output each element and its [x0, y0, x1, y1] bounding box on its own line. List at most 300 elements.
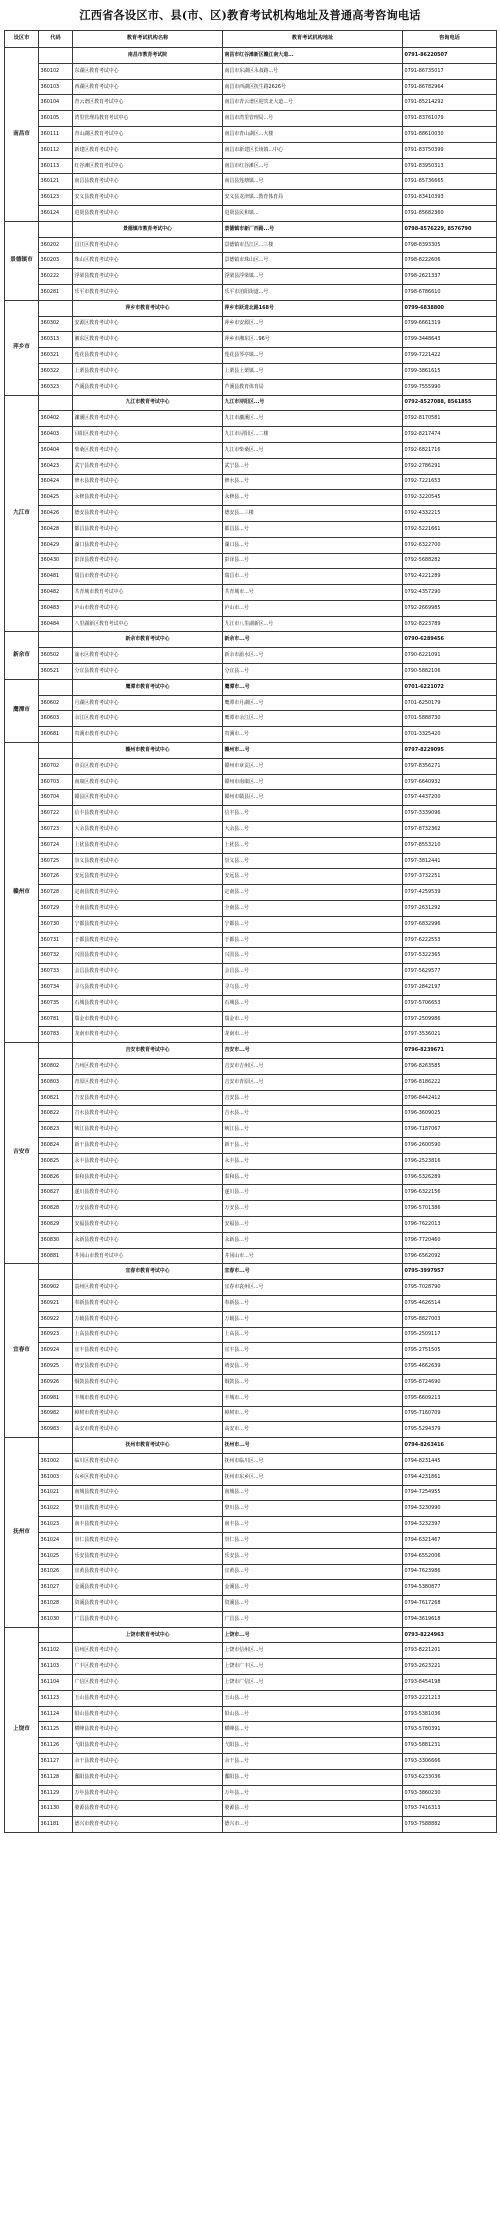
- name-cell: 赣州市教育考试中心: [73, 743, 223, 759]
- addr-cell: 共青城市...号: [223, 585, 403, 601]
- table-row: [5, 348, 497, 364]
- table-row: [5, 506, 497, 522]
- addr-cell: 峡江县...号: [223, 1122, 403, 1138]
- phone-cell: 0794-7254955: [403, 1485, 497, 1501]
- code-cell: 360781: [39, 1011, 73, 1027]
- name-cell: 新余市教育考试中心: [73, 632, 223, 648]
- addr-cell: 永修县...号: [223, 490, 403, 506]
- code-cell: 360121: [39, 174, 73, 190]
- code-cell: 360732: [39, 948, 73, 964]
- table-row: [5, 569, 497, 585]
- table-row: [5, 1722, 497, 1738]
- table-row: [5, 1580, 497, 1596]
- table-row: [5, 174, 497, 190]
- phone-cell: 0793-5881231: [403, 1738, 497, 1754]
- city-header-row: [5, 1627, 497, 1643]
- addr-cell: 萍乡市跃进北路168号: [223, 300, 403, 316]
- name-cell: 井冈山市教育考试中心: [73, 1248, 223, 1264]
- code-cell: 360102: [39, 63, 73, 79]
- code-cell: 360203: [39, 253, 73, 269]
- table-row: [5, 837, 497, 853]
- addr-cell: 鹰潭市月湖区...号: [223, 695, 403, 711]
- addr-cell: 吉安县...号: [223, 1090, 403, 1106]
- table-row: [5, 1311, 497, 1327]
- phone-cell: 0791-83750399: [403, 142, 497, 158]
- addr-cell: 乐平市洎阳街道...号: [223, 284, 403, 300]
- table-row: [5, 537, 497, 553]
- addr-cell: 石城县...号: [223, 995, 403, 1011]
- phone-cell: 0796-6322156: [403, 1185, 497, 1201]
- table-row: [5, 1659, 497, 1675]
- code-cell: 360921: [39, 1295, 73, 1311]
- table-row: [5, 1390, 497, 1406]
- code-cell: 360923: [39, 1327, 73, 1343]
- phone-cell: 0701-3325420: [403, 727, 497, 743]
- table-row: [5, 1216, 497, 1232]
- name-cell: 青云谱区教育考试中心: [73, 95, 223, 111]
- phone-cell: 0797-4437200: [403, 790, 497, 806]
- phone-cell: 0796-2600590: [403, 1137, 497, 1153]
- code-cell: 361129: [39, 1785, 73, 1801]
- city-header-row: [5, 1438, 497, 1454]
- addr-cell: 金溪县...号: [223, 1580, 403, 1596]
- addr-cell: 九江市浔阳区...号: [223, 395, 403, 411]
- code-cell: [39, 221, 73, 237]
- name-cell: 浮梁县教育考试中心: [73, 269, 223, 285]
- name-cell: 吉安市教育考试中心: [73, 1043, 223, 1059]
- table-row: [5, 363, 497, 379]
- addr-cell: 安远县...号: [223, 869, 403, 885]
- city-header-row: [5, 679, 497, 695]
- addr-cell: 景德镇市珠山区...号: [223, 253, 403, 269]
- table-row: [5, 980, 497, 996]
- phone-cell: 0793-8454198: [403, 1675, 497, 1691]
- name-cell: 共青城市教育考试中心: [73, 585, 223, 601]
- name-cell: 婺源县教育考试中心: [73, 1801, 223, 1817]
- addr-cell: 修水县...号: [223, 474, 403, 490]
- phone-cell: 0792-8527088, 8561855: [403, 395, 497, 411]
- name-cell: 抚州市教育考试中心: [73, 1438, 223, 1454]
- name-cell: 赣县区教育考试中心: [73, 790, 223, 806]
- addr-cell: 莲花县琴亭镇...号: [223, 348, 403, 364]
- name-cell: 金溪县教育考试中心: [73, 1580, 223, 1596]
- name-cell: 濂溪区教育考试中心: [73, 411, 223, 427]
- addr-cell: 萍乡市湘东区...96号: [223, 332, 403, 348]
- name-cell: 余干县教育考试中心: [73, 1754, 223, 1770]
- phone-cell: 0794-3232397: [403, 1517, 497, 1533]
- addr-cell: 吉水县...号: [223, 1106, 403, 1122]
- exam-office-directory-table: [4, 30, 497, 1833]
- code-cell: 361124: [39, 1706, 73, 1722]
- phone-cell: 0797-8356271: [403, 758, 497, 774]
- phone-cell: 0790-5882106: [403, 664, 497, 680]
- table-row: [5, 1343, 497, 1359]
- phone-cell: 0791-85214292: [403, 95, 497, 111]
- name-cell: 上饶市教育考试中心: [73, 1627, 223, 1643]
- phone-cell: 0791-83950313: [403, 158, 497, 174]
- name-cell: 庐山市教育考试中心: [73, 600, 223, 616]
- phone-cell: 0792-5688282: [403, 553, 497, 569]
- table-row: [5, 1153, 497, 1169]
- code-cell: 361104: [39, 1675, 73, 1691]
- code-cell: 360735: [39, 995, 73, 1011]
- phone-cell: 0797-5629577: [403, 964, 497, 980]
- city-cell: 新余市: [5, 632, 39, 679]
- addr-cell: 奉新县...号: [223, 1295, 403, 1311]
- phone-cell: 0792-2669985: [403, 600, 497, 616]
- name-cell: 东湖区教育考试中心: [73, 63, 223, 79]
- addr-cell: 横峰县...号: [223, 1722, 403, 1738]
- city-header-row: [5, 395, 497, 411]
- addr-cell: 南昌县莲塘镇...号: [223, 174, 403, 190]
- phone-cell: 0797-2631292: [403, 901, 497, 917]
- phone-cell: 0799-6661319: [403, 316, 497, 332]
- table-row: [5, 1422, 497, 1438]
- code-cell: [39, 679, 73, 695]
- name-cell: 吉州区教育考试中心: [73, 1059, 223, 1075]
- table-row: [5, 1785, 497, 1801]
- name-cell: 宜丰县教育考试中心: [73, 1343, 223, 1359]
- addr-cell: 泰和县...号: [223, 1169, 403, 1185]
- table-row: [5, 1074, 497, 1090]
- addr-cell: 南昌市红谷滩区...号: [223, 158, 403, 174]
- city-cell: 九江市: [5, 395, 39, 632]
- table-row: [5, 1643, 497, 1659]
- code-cell: 360484: [39, 616, 73, 632]
- phone-cell: 0794-7617268: [403, 1596, 497, 1612]
- phone-cell: 0793-7416313: [403, 1801, 497, 1817]
- table-row: [5, 1769, 497, 1785]
- phone-cell: 0793-5780391: [403, 1722, 497, 1738]
- code-cell: 360983: [39, 1422, 73, 1438]
- table-row: [5, 205, 497, 221]
- addr-cell: 资溪县...号: [223, 1596, 403, 1612]
- city-cell: 吉安市: [5, 1043, 39, 1264]
- phone-cell: 0792-7221653: [403, 474, 497, 490]
- code-cell: 360112: [39, 142, 73, 158]
- name-cell: 上犹县教育考试中心: [73, 837, 223, 853]
- phone-cell: 0796-7187067: [403, 1122, 497, 1138]
- code-cell: 360826: [39, 1169, 73, 1185]
- city-header-row: [5, 300, 497, 316]
- code-cell: 361028: [39, 1596, 73, 1612]
- table-row: [5, 948, 497, 964]
- name-cell: 安福县教育考试中心: [73, 1216, 223, 1232]
- city-header-row: [5, 48, 497, 64]
- name-cell: 新干县教育考试中心: [73, 1137, 223, 1153]
- table-row: [5, 1185, 497, 1201]
- phone-cell: 0795-6609213: [403, 1390, 497, 1406]
- table-row: [5, 616, 497, 632]
- phone-cell: 0799-3448643: [403, 332, 497, 348]
- phone-cell: 0797-6832996: [403, 916, 497, 932]
- phone-cell: 0796-3609025: [403, 1106, 497, 1122]
- name-cell: 南昌市教育考试院: [73, 48, 223, 64]
- table-row: [5, 806, 497, 822]
- name-cell: 大余县教育考试中心: [73, 822, 223, 838]
- code-cell: [39, 1264, 73, 1280]
- name-cell: 峡江县教育考试中心: [73, 1122, 223, 1138]
- table-row: [5, 1469, 497, 1485]
- code-cell: 360924: [39, 1343, 73, 1359]
- code-cell: [39, 1627, 73, 1643]
- name-cell: 九江市教育考试中心: [73, 395, 223, 411]
- name-cell: 遂川县教育考试中心: [73, 1185, 223, 1201]
- phone-cell: 0793-8224963: [403, 1627, 497, 1643]
- name-cell: 景德镇市教育考试中心: [73, 221, 223, 237]
- phone-cell: 0799-3861615: [403, 363, 497, 379]
- addr-cell: 万载县...号: [223, 1311, 403, 1327]
- name-cell: 都昌县教育考试中心: [73, 521, 223, 537]
- phone-cell: 0794-3230990: [403, 1501, 497, 1517]
- name-cell: 永修县教育考试中心: [73, 490, 223, 506]
- code-cell: 361103: [39, 1659, 73, 1675]
- addr-cell: 瑞昌市...号: [223, 569, 403, 585]
- name-cell: 横峰县教育考试中心: [73, 1722, 223, 1738]
- phone-cell: 0796-2523816: [403, 1153, 497, 1169]
- table-row: [5, 427, 497, 443]
- code-cell: 361024: [39, 1532, 73, 1548]
- phone-cell: 0795-3997957: [403, 1264, 497, 1280]
- addr-cell: 抚州市...号: [223, 1438, 403, 1454]
- table-row: [5, 237, 497, 253]
- name-cell: 月湖区教育考试中心: [73, 695, 223, 711]
- addr-cell: 南昌市青山湖区...大楼: [223, 126, 403, 142]
- table-row: [5, 458, 497, 474]
- phone-cell: 0795-2509117: [403, 1327, 497, 1343]
- phone-cell: 0797-2509986: [403, 1011, 497, 1027]
- table-header: [5, 31, 497, 48]
- addr-cell: 庐山市...号: [223, 600, 403, 616]
- phone-cell: 0794-8263416: [403, 1438, 497, 1454]
- addr-cell: 武宁县...号: [223, 458, 403, 474]
- phone-cell: 0795-5294379: [403, 1422, 497, 1438]
- phone-cell: 0792-5221661: [403, 521, 497, 537]
- phone-cell: 0701-6221072: [403, 679, 497, 695]
- phone-cell: 0791-88610030: [403, 126, 497, 142]
- phone-cell: 0794-3619618: [403, 1611, 497, 1627]
- phone-cell: 0797-3536021: [403, 1027, 497, 1043]
- code-cell: 360825: [39, 1153, 73, 1169]
- addr-cell: 高安市...号: [223, 1422, 403, 1438]
- code-cell: 360104: [39, 95, 73, 111]
- name-cell: 临川区教育考试中心: [73, 1453, 223, 1469]
- name-cell: 于都县教育考试中心: [73, 932, 223, 948]
- name-cell: 高安市教育考试中心: [73, 1422, 223, 1438]
- table-row: [5, 964, 497, 980]
- addr-cell: 九江市八里湖新区...号: [223, 616, 403, 632]
- code-cell: 360728: [39, 885, 73, 901]
- addr-cell: 赣州市...号: [223, 743, 403, 759]
- phone-cell: 0793-3860230: [403, 1785, 497, 1801]
- name-cell: 余江区教育考试中心: [73, 711, 223, 727]
- name-cell: 石城县教育考试中心: [73, 995, 223, 1011]
- phone-cell: 0796-7622013: [403, 1216, 497, 1232]
- table-row: [5, 1690, 497, 1706]
- addr-cell: 南昌市青云谱区迎宾北大道...号: [223, 95, 403, 111]
- table-row: [5, 1485, 497, 1501]
- addr-cell: 会昌县...号: [223, 964, 403, 980]
- code-cell: 360423: [39, 458, 73, 474]
- name-cell: 全南县教育考试中心: [73, 901, 223, 917]
- addr-cell: 新余市...号: [223, 632, 403, 648]
- name-cell: 鹰潭市教育考试中心: [73, 679, 223, 695]
- phone-cell: 0798-8576229, 8576790: [403, 221, 497, 237]
- code-cell: 360731: [39, 932, 73, 948]
- addr-cell: 抚州市东乡区...号: [223, 1469, 403, 1485]
- code-cell: 360404: [39, 442, 73, 458]
- code-cell: [39, 300, 73, 316]
- code-cell: 360521: [39, 664, 73, 680]
- addr-cell: 余干县...号: [223, 1754, 403, 1770]
- phone-cell: 0796-8263585: [403, 1059, 497, 1075]
- code-cell: 361102: [39, 1643, 73, 1659]
- name-cell: 芦溪县教育考试中心: [73, 379, 223, 395]
- code-cell: 360113: [39, 158, 73, 174]
- table-row: [5, 600, 497, 616]
- addr-cell: 湖口县...号: [223, 537, 403, 553]
- phone-cell: 0793-5381036: [403, 1706, 497, 1722]
- name-cell: 广丰区教育考试中心: [73, 1659, 223, 1675]
- name-cell: 乐平市教育考试中心: [73, 284, 223, 300]
- addr-cell: 井冈山市...号: [223, 1248, 403, 1264]
- phone-cell: 0797-3339096: [403, 806, 497, 822]
- phone-cell: 0795-8827003: [403, 1311, 497, 1327]
- name-cell: 昌江区教育考试中心: [73, 237, 223, 253]
- table-row: [5, 648, 497, 664]
- phone-cell: 0797-2842197: [403, 980, 497, 996]
- addr-cell: 黎川县...号: [223, 1501, 403, 1517]
- addr-cell: 南昌市红谷滩新区赣江南大道...: [223, 48, 403, 64]
- table-row: [5, 1564, 497, 1580]
- code-cell: [39, 632, 73, 648]
- phone-cell: 0795-7160709: [403, 1406, 497, 1422]
- addr-cell: 大余县...号: [223, 822, 403, 838]
- name-cell: 泰和县教育考试中心: [73, 1169, 223, 1185]
- phone-cell: 0794-7623986: [403, 1564, 497, 1580]
- addr-cell: 进贤县民和镇...: [223, 205, 403, 221]
- code-cell: 361128: [39, 1769, 73, 1785]
- table-row: [5, 1406, 497, 1422]
- city-cell: 赣州市: [5, 743, 39, 1043]
- table-row: [5, 490, 497, 506]
- table-row: [5, 916, 497, 932]
- addr-cell: 万年县...号: [223, 1785, 403, 1801]
- code-cell: 360426: [39, 506, 73, 522]
- table-row: [5, 758, 497, 774]
- phone-cell: 0795-4662639: [403, 1359, 497, 1375]
- addr-cell: 贵溪市...号: [223, 727, 403, 743]
- name-cell: 彭泽县教育考试中心: [73, 553, 223, 569]
- code-cell: 360926: [39, 1374, 73, 1390]
- code-cell: [39, 1043, 73, 1059]
- phone-cell: 0798-2621337: [403, 269, 497, 285]
- name-cell: 武宁县教育考试中心: [73, 458, 223, 474]
- phone-cell: 0793-7588882: [403, 1817, 497, 1833]
- table-row: [5, 474, 497, 490]
- addr-cell: 崇仁县...号: [223, 1532, 403, 1548]
- phone-cell: 0790-6289456: [403, 632, 497, 648]
- table-row: [5, 1532, 497, 1548]
- table-row: [5, 1137, 497, 1153]
- addr-cell: 永新县...号: [223, 1232, 403, 1248]
- code-cell: 360821: [39, 1090, 73, 1106]
- addr-cell: 上栗县上栗镇...号: [223, 363, 403, 379]
- code-cell: 360105: [39, 111, 73, 127]
- code-cell: 360981: [39, 1390, 73, 1406]
- code-cell: 360702: [39, 758, 73, 774]
- name-cell: 黎川县教育考试中心: [73, 1501, 223, 1517]
- code-cell: 361181: [39, 1817, 73, 1833]
- name-cell: 袁州区教育考试中心: [73, 1280, 223, 1296]
- city-header-row: [5, 221, 497, 237]
- table-row: [5, 695, 497, 711]
- addr-cell: 丰城市...号: [223, 1390, 403, 1406]
- name-cell: 永丰县教育考试中心: [73, 1153, 223, 1169]
- name-cell: 瑞昌市教育考试中心: [73, 569, 223, 585]
- addr-cell: 宜春市...号: [223, 1264, 403, 1280]
- code-cell: 360111: [39, 126, 73, 142]
- addr-cell: 萍乡市安源区...号: [223, 316, 403, 332]
- phone-cell: 0797-3812441: [403, 853, 497, 869]
- addr-cell: 南昌市湾里管理局...号: [223, 111, 403, 127]
- addr-cell: 上饶市信州区...号: [223, 1643, 403, 1659]
- name-cell: 南丰县教育考试中心: [73, 1517, 223, 1533]
- code-cell: 360725: [39, 853, 73, 869]
- code-cell: 360881: [39, 1248, 73, 1264]
- table-row: [5, 411, 497, 427]
- addr-cell: 九江市濂溪区...号: [223, 411, 403, 427]
- phone-cell: 0794-6552006: [403, 1548, 497, 1564]
- name-cell: 安远县教育考试中心: [73, 869, 223, 885]
- addr-cell: 玉山县...号: [223, 1690, 403, 1706]
- city-header-row: [5, 1264, 497, 1280]
- addr-cell: 鹰潭市...号: [223, 679, 403, 695]
- name-cell: 修水县教育考试中心: [73, 474, 223, 490]
- phone-cell: 0798-8222606: [403, 253, 497, 269]
- table-row: [5, 1090, 497, 1106]
- name-cell: 崇仁县教育考试中心: [73, 1532, 223, 1548]
- city-header-row: [5, 743, 497, 759]
- name-cell: 八里湖新区教育考试中心: [73, 616, 223, 632]
- code-cell: 361026: [39, 1564, 73, 1580]
- table-row: [5, 253, 497, 269]
- addr-cell: 婺源县...号: [223, 1801, 403, 1817]
- addr-cell: 铜鼓县...号: [223, 1374, 403, 1390]
- code-cell: 360824: [39, 1137, 73, 1153]
- phone-cell: 0797-6640932: [403, 774, 497, 790]
- column-header-code: 代码: [39, 31, 73, 48]
- addr-cell: 德兴市...号: [223, 1817, 403, 1833]
- phone-cell: 0797-8732362: [403, 822, 497, 838]
- table-row: [5, 1248, 497, 1264]
- name-cell: 西湖区教育考试中心: [73, 79, 223, 95]
- table-row: [5, 1611, 497, 1627]
- name-cell: 南康区教育考试中心: [73, 774, 223, 790]
- name-cell: 定南县教育考试中心: [73, 885, 223, 901]
- addr-cell: 乐安县...号: [223, 1548, 403, 1564]
- code-cell: 360313: [39, 332, 73, 348]
- addr-cell: 分宜县...号: [223, 664, 403, 680]
- name-cell: 弋阳县教育考试中心: [73, 1738, 223, 1754]
- code-cell: 360425: [39, 490, 73, 506]
- name-cell: 崇义县教育考试中心: [73, 853, 223, 869]
- code-cell: 360703: [39, 774, 73, 790]
- addr-cell: 上高县...号: [223, 1327, 403, 1343]
- addr-cell: 瑞金市...号: [223, 1011, 403, 1027]
- code-cell: 360723: [39, 822, 73, 838]
- table-row: [5, 142, 497, 158]
